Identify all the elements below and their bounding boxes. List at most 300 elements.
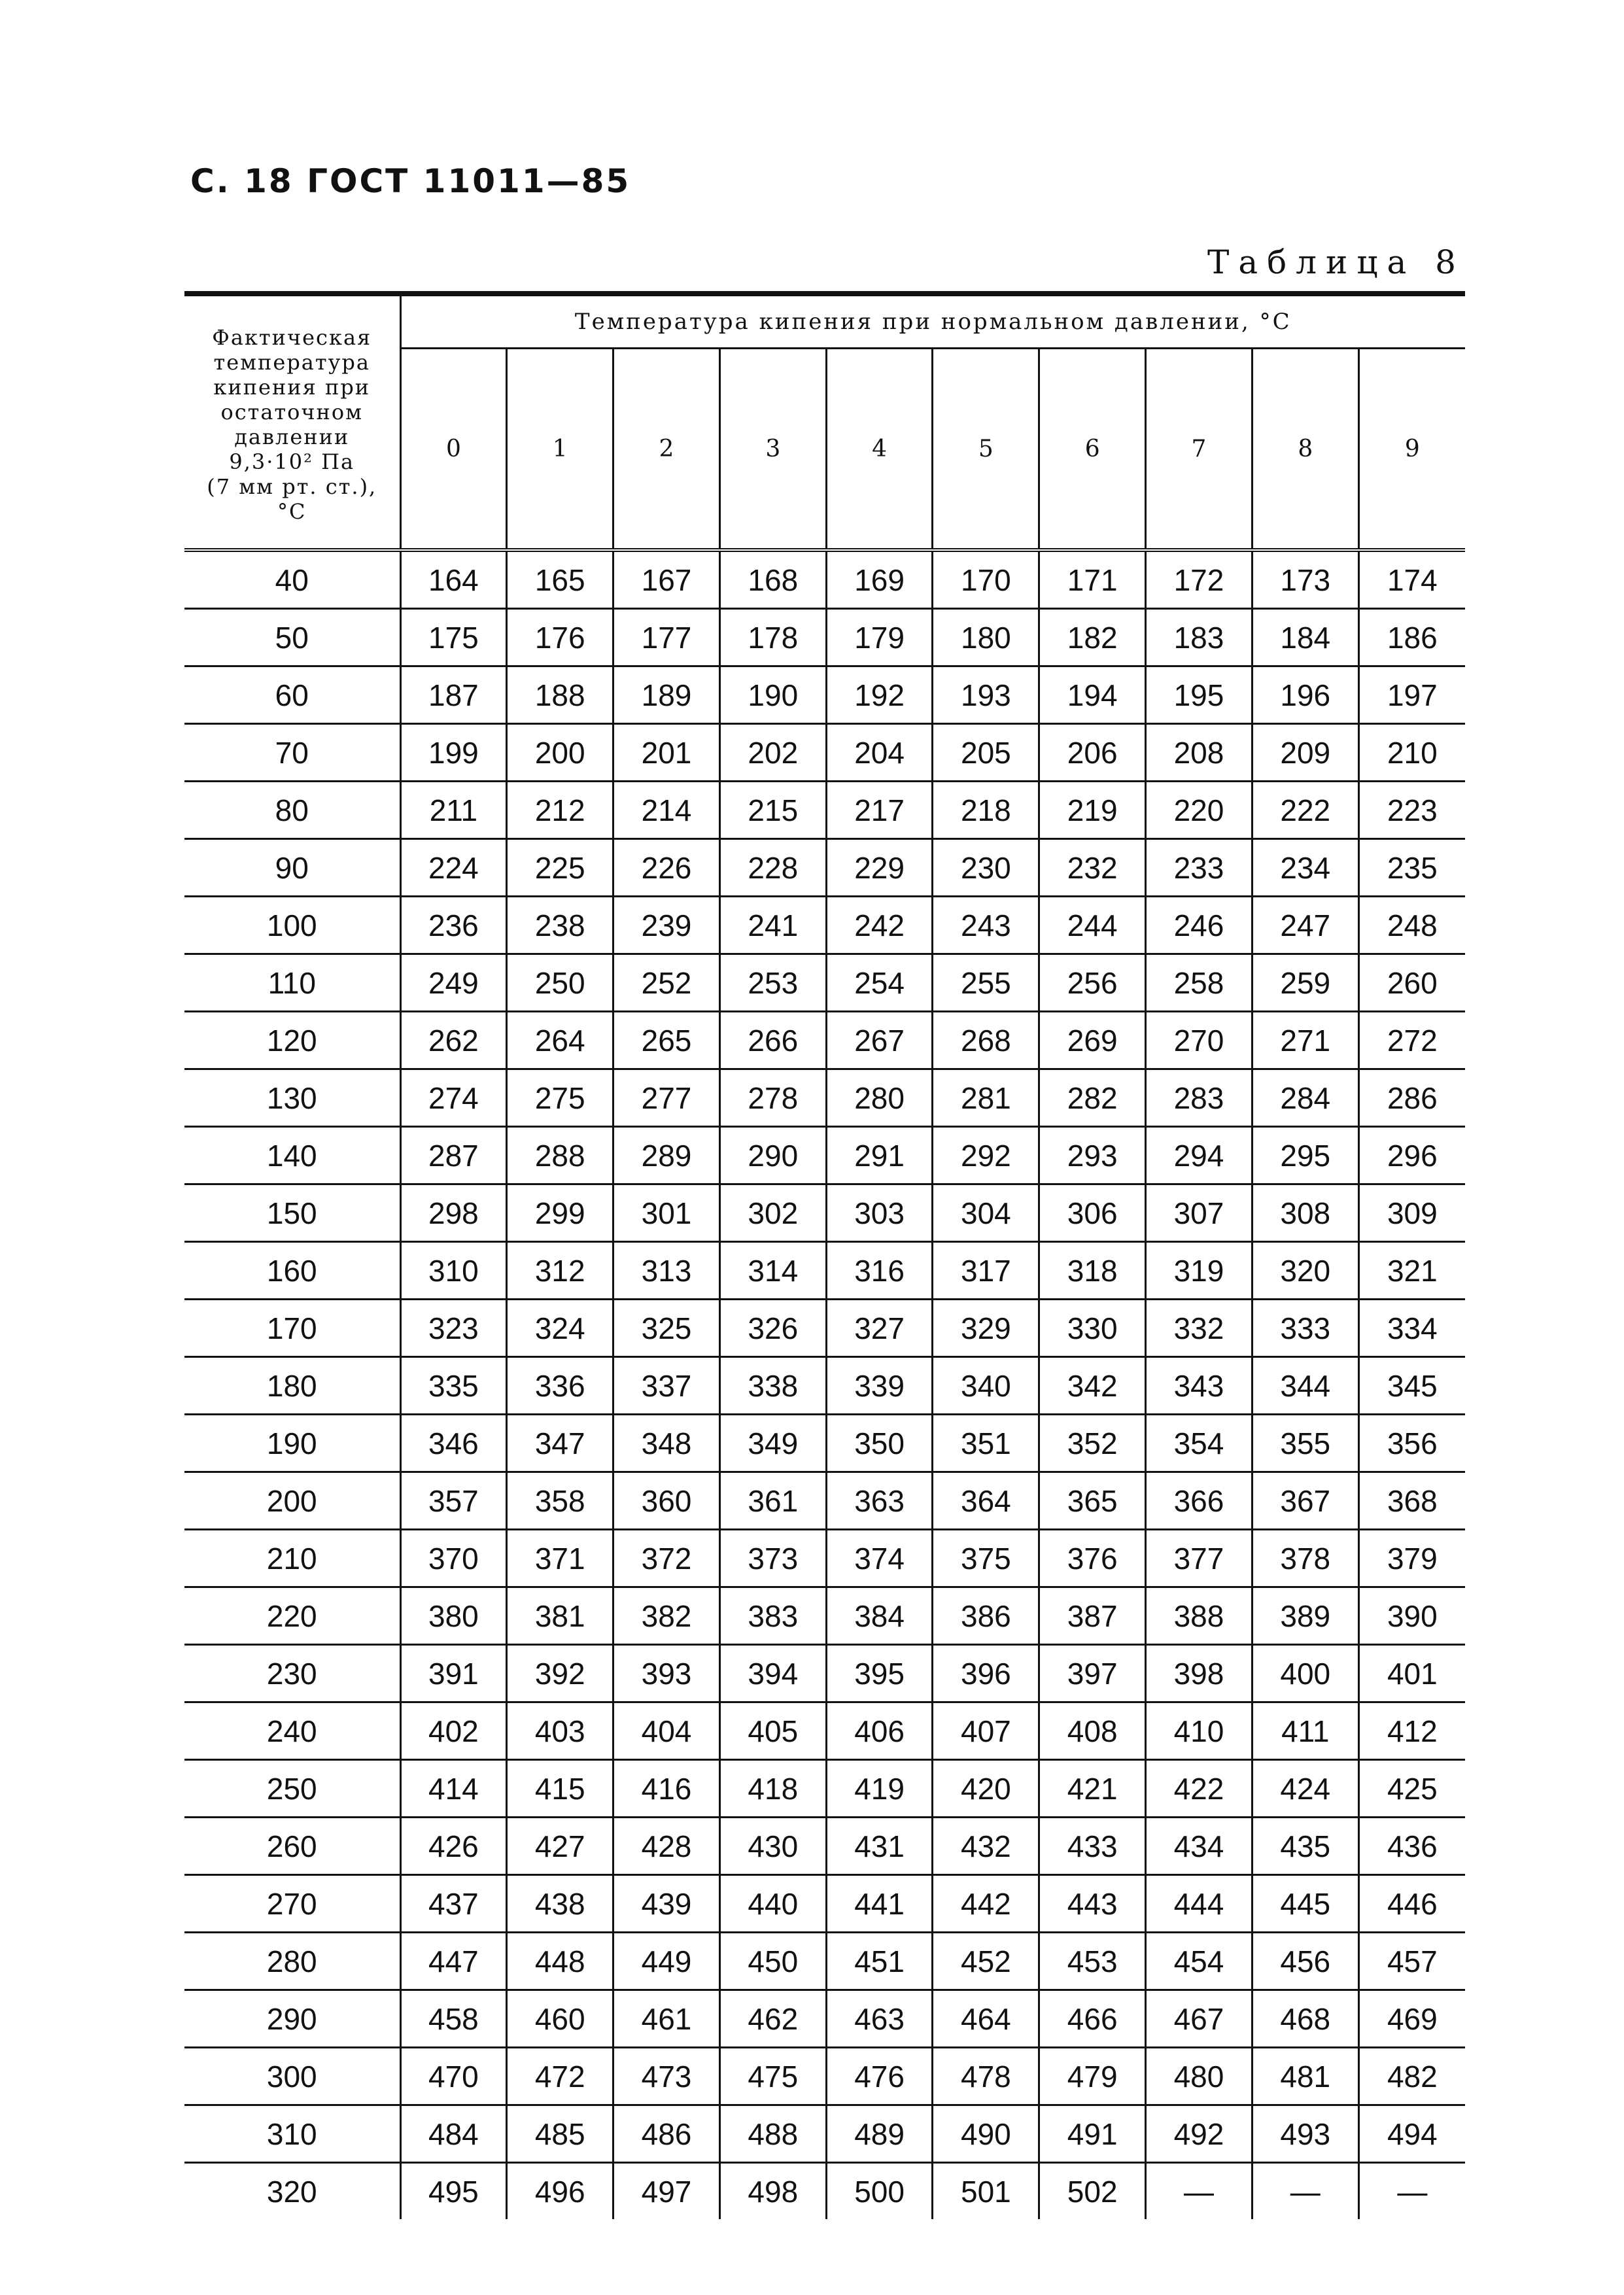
table-cell: 326 [719,1300,826,1357]
table-cell: 500 [826,2163,933,2220]
table-row [184,782,1465,839]
table-cell: 291 [826,1127,933,1184]
table-cell: 497 [613,2163,720,2220]
table-row [184,1990,1465,2048]
table-cell: 437 [400,1875,507,1933]
column-header: 5 [933,349,1039,551]
table-cell: 177 [613,609,720,666]
table-cell: 290 [719,1127,826,1184]
table-cell: 277 [613,1069,720,1127]
table-cell: 164 [400,550,507,609]
table-cell: 408 [1039,1702,1146,1760]
table-cell: 334 [1358,1300,1465,1357]
table-cell: 370 [400,1530,507,1587]
table-cell: 206 [1039,724,1146,782]
table-row [184,2105,1465,2163]
table-cell: 463 [826,1990,933,2048]
table-cell: 312 [507,1242,613,1300]
table-cell: 292 [933,1127,1039,1184]
table-cell: 205 [933,724,1039,782]
row-label: 270 [184,1875,400,1933]
table-cell: 195 [1146,666,1253,724]
table-cell: 270 [1146,1012,1253,1069]
table-cell: 501 [933,2163,1039,2220]
page-header: С. 18 ГОСТ 11011—85 [190,162,631,200]
table-cell: 354 [1146,1415,1253,1472]
table-row [184,1242,1465,1300]
table-row [184,1300,1465,1357]
table-cell: 220 [1146,782,1253,839]
table-cell: 457 [1358,1933,1465,1990]
row-label: 230 [184,1645,400,1702]
table-cell: 267 [826,1012,933,1069]
table-number-label: Таблица 8 [1207,243,1465,281]
row-label: 150 [184,1184,400,1242]
table-cell: 446 [1358,1875,1465,1933]
column-header: 1 [507,349,613,551]
table-cell: 365 [1039,1472,1146,1530]
table-cell: 439 [613,1875,720,1933]
row-label: 160 [184,1242,400,1300]
table-cell: 410 [1146,1702,1253,1760]
table-cell: 189 [613,666,720,724]
table-cell: 275 [507,1069,613,1127]
table-cell: 458 [400,1990,507,2048]
table-cell: 349 [719,1415,826,1472]
table-cell: 484 [400,2105,507,2163]
table-cell: 400 [1252,1645,1358,1702]
table-cell: 253 [719,954,826,1012]
table-cell: 314 [719,1242,826,1300]
table-cell: 367 [1252,1472,1358,1530]
table-cell: 435 [1252,1818,1358,1875]
stub-header-line: давлении [234,424,350,449]
table-cell: 165 [507,550,613,609]
row-label: 90 [184,839,400,897]
table-cell: 347 [507,1415,613,1472]
table-cell: 197 [1358,666,1465,724]
table-cell: 432 [933,1818,1039,1875]
stub-header [184,294,400,550]
table-cell: 201 [613,724,720,782]
table-cell: 466 [1039,1990,1146,2048]
table-cell: 262 [400,1012,507,1069]
table-cell: 360 [613,1472,720,1530]
table-row [184,1702,1465,1760]
table-cell: 193 [933,666,1039,724]
table-cell: 269 [1039,1012,1146,1069]
table-cell: 378 [1252,1530,1358,1587]
row-label: 310 [184,2105,400,2163]
table-cell: 265 [613,1012,720,1069]
table-cell: 384 [826,1587,933,1645]
table-cell: 211 [400,782,507,839]
table-cell: 379 [1358,1530,1465,1587]
table-cell: 266 [719,1012,826,1069]
table-cell: 443 [1039,1875,1146,1933]
table-cell: 336 [507,1357,613,1415]
table-cell: 243 [933,897,1039,954]
table-row [184,550,1465,609]
table-cell: 233 [1146,839,1253,897]
table-cell: 317 [933,1242,1039,1300]
table-cell: 468 [1252,1990,1358,2048]
table-cell: 350 [826,1415,933,1472]
table-cell: 323 [400,1300,507,1357]
table-cell: 308 [1252,1184,1358,1242]
table-cell: 441 [826,1875,933,1933]
table-cell: 450 [719,1933,826,1990]
table-cell: 366 [1146,1472,1253,1530]
table-cell: 268 [933,1012,1039,1069]
table-row [184,1012,1465,1069]
stub-header-line: остаточном [220,400,364,424]
table-cell: 327 [826,1300,933,1357]
table-cell: 460 [507,1990,613,2048]
table-cell: 401 [1358,1645,1465,1702]
row-label: 120 [184,1012,400,1069]
table-row [184,1818,1465,1875]
row-label: 320 [184,2163,400,2220]
row-label: 240 [184,1702,400,1760]
table-cell: 491 [1039,2105,1146,2163]
table-cell: 375 [933,1530,1039,1587]
table-cell: 174 [1358,550,1465,609]
table-cell: 488 [719,2105,826,2163]
table-cell: 241 [719,897,826,954]
table-cell: 278 [719,1069,826,1127]
table-cell: 480 [1146,2048,1253,2105]
table-cell: 438 [507,1875,613,1933]
table-cell: 464 [933,1990,1039,2048]
table-cell: 424 [1252,1760,1358,1818]
table-cell: 208 [1146,724,1253,782]
table-row [184,1184,1465,1242]
table-cell: 389 [1252,1587,1358,1645]
table-cell: 421 [1039,1760,1146,1818]
table-cell: 419 [826,1760,933,1818]
table-cell: 407 [933,1702,1039,1760]
table-cell: 287 [400,1127,507,1184]
table-cell: 212 [507,782,613,839]
row-label: 290 [184,1990,400,2048]
table-cell: 394 [719,1645,826,1702]
table-cell: 377 [1146,1530,1253,1587]
table-cell: 485 [507,2105,613,2163]
table-cell: 229 [826,839,933,897]
table-cell: 404 [613,1702,720,1760]
table-cell: 339 [826,1357,933,1415]
row-label: 140 [184,1127,400,1184]
table-cell: 357 [400,1472,507,1530]
table-cell: 247 [1252,897,1358,954]
row-label: 190 [184,1415,400,1472]
table-cell: 280 [826,1069,933,1127]
table-cell: 316 [826,1242,933,1300]
table-cell: 418 [719,1760,826,1818]
table-cell: 239 [613,897,720,954]
table-cell: 449 [613,1933,720,1990]
table-cell: 218 [933,782,1039,839]
table-cell: 200 [507,724,613,782]
table-cell: 173 [1252,550,1358,609]
table-cell: 190 [719,666,826,724]
table-cell: 428 [613,1818,720,1875]
table-cell: 402 [400,1702,507,1760]
row-label: 260 [184,1818,400,1875]
table-cell: 472 [507,2048,613,2105]
table-cell: 272 [1358,1012,1465,1069]
table-cell: 318 [1039,1242,1146,1300]
table-cell: 219 [1039,782,1146,839]
column-header: 9 [1358,349,1465,551]
table-cell: 274 [400,1069,507,1127]
table-cell: 433 [1039,1818,1146,1875]
table-cell: 338 [719,1357,826,1415]
table-cell: 226 [613,839,720,897]
table-cell: 452 [933,1933,1039,1990]
table-cell: 325 [613,1300,720,1357]
table-cell: 425 [1358,1760,1465,1818]
table-cell: 309 [1358,1184,1465,1242]
table-head [184,294,1465,550]
table-cell: 388 [1146,1587,1253,1645]
table-row [184,724,1465,782]
column-header: 0 [400,349,507,551]
column-header: 8 [1252,349,1358,551]
table-cell: 397 [1039,1645,1146,1702]
table-cell: 391 [400,1645,507,1702]
table-cell: 310 [400,1242,507,1300]
table-cell: 344 [1252,1357,1358,1415]
table-cell: 209 [1252,724,1358,782]
table-cell: 374 [826,1530,933,1587]
table-cell: 169 [826,550,933,609]
table-cell: 430 [719,1818,826,1875]
table-cell: 202 [719,724,826,782]
table-cell: 183 [1146,609,1253,666]
row-label: 130 [184,1069,400,1127]
table-cell: 346 [400,1415,507,1472]
table-cell: 258 [1146,954,1253,1012]
table-cell: 343 [1146,1357,1253,1415]
table-cell: 182 [1039,609,1146,666]
table-cell: 284 [1252,1069,1358,1127]
stub-header-line: температура [213,350,370,375]
table-cell: 319 [1146,1242,1253,1300]
table-cell: 479 [1039,2048,1146,2105]
table-cell: 260 [1358,954,1465,1012]
table-row [184,1645,1465,1702]
table-cell: 364 [933,1472,1039,1530]
table-cell: 489 [826,2105,933,2163]
table-cell: 192 [826,666,933,724]
table-cell: 293 [1039,1127,1146,1184]
table-cell: 406 [826,1702,933,1760]
table-row [184,897,1465,954]
table-cell: 248 [1358,897,1465,954]
table-row [184,1760,1465,1818]
table-cell: — [1146,2163,1253,2220]
table-cell: 496 [507,2163,613,2220]
table-cell: 242 [826,897,933,954]
row-label: 40 [184,550,400,609]
table-cell: 371 [507,1530,613,1587]
table-cell: 259 [1252,954,1358,1012]
row-label: 70 [184,724,400,782]
table-cell: 372 [613,1530,720,1587]
table-cell: 170 [933,550,1039,609]
table-row [184,1069,1465,1127]
row-label: 180 [184,1357,400,1415]
table-cell: 502 [1039,2163,1146,2220]
stub-header-line: 9,3·10² Па [229,449,355,474]
table-cell: 333 [1252,1300,1358,1357]
table-cell: 431 [826,1818,933,1875]
table-cell: 179 [826,609,933,666]
table-cell: 214 [613,782,720,839]
table-row [184,1587,1465,1645]
table-cell: 168 [719,550,826,609]
table-cell: 386 [933,1587,1039,1645]
table-row [184,666,1465,724]
table-cell: 180 [933,609,1039,666]
table-cell: 313 [613,1242,720,1300]
table-cell: 172 [1146,550,1253,609]
table-cell: — [1252,2163,1358,2220]
table-cell: 355 [1252,1415,1358,1472]
row-label: 50 [184,609,400,666]
table-cell: 414 [400,1760,507,1818]
table-cell: 232 [1039,839,1146,897]
column-header: 6 [1039,349,1146,551]
row-label: 170 [184,1300,400,1357]
table-cell: 298 [400,1184,507,1242]
table-cell: 306 [1039,1184,1146,1242]
table-cell: 234 [1252,839,1358,897]
table-cell: 321 [1358,1242,1465,1300]
table-cell: 244 [1039,897,1146,954]
table-cell: 444 [1146,1875,1253,1933]
table-cell: 436 [1358,1818,1465,1875]
row-label: 210 [184,1530,400,1587]
table-cell: 187 [400,666,507,724]
table-cell: 448 [507,1933,613,1990]
table-cell: 304 [933,1184,1039,1242]
table-row [184,1357,1465,1415]
row-label: 80 [184,782,400,839]
table-cell: 453 [1039,1933,1146,1990]
table-cell: 188 [507,666,613,724]
row-label: 60 [184,666,400,724]
table-cell: 490 [933,2105,1039,2163]
stub-header-line: кипения при [213,375,371,400]
table-cell: 345 [1358,1357,1465,1415]
table-cell: 283 [1146,1069,1253,1127]
table-row [184,1127,1465,1184]
table-cell: 422 [1146,1760,1253,1818]
table-cell: 383 [719,1587,826,1645]
table-row [184,954,1465,1012]
table-cell: 456 [1252,1933,1358,1990]
table-cell: 324 [507,1300,613,1357]
table-cell: 398 [1146,1645,1253,1702]
table-cell: 440 [719,1875,826,1933]
row-label: 110 [184,954,400,1012]
table-cell: 473 [613,2048,720,2105]
table-cell: 230 [933,839,1039,897]
table-cell: 236 [400,897,507,954]
table-cell: 295 [1252,1127,1358,1184]
table-cell: 412 [1358,1702,1465,1760]
table-cell: 264 [507,1012,613,1069]
table-cell: 373 [719,1530,826,1587]
table-cell: 307 [1146,1184,1253,1242]
table-cell: 255 [933,954,1039,1012]
table-cell: 482 [1358,2048,1465,2105]
row-label: 300 [184,2048,400,2105]
row-label: 200 [184,1472,400,1530]
table-cell: 445 [1252,1875,1358,1933]
table-cell: 451 [826,1933,933,1990]
table-cell: 329 [933,1300,1039,1357]
table-cell: 403 [507,1702,613,1760]
table-cell: 224 [400,839,507,897]
table-cell: 215 [719,782,826,839]
table-cell: 254 [826,954,933,1012]
table-cell: 405 [719,1702,826,1760]
table-cell: 238 [507,897,613,954]
table-cell: 442 [933,1875,1039,1933]
table-cell: 171 [1039,550,1146,609]
table-cell: 392 [507,1645,613,1702]
table-cell: 380 [400,1587,507,1645]
table-cell: 204 [826,724,933,782]
table-cell: 426 [400,1818,507,1875]
table-cell: 495 [428,2174,479,2209]
row-label: 250 [184,1760,400,1818]
table-cell: 194 [1039,666,1146,724]
table-cell: 427 [507,1818,613,1875]
table-cell: — [1358,2163,1465,2220]
table-cell: 222 [1252,782,1358,839]
table-cell: 476 [826,2048,933,2105]
table-cell: 256 [1039,954,1146,1012]
table-row [184,1875,1465,1933]
table-cell: 228 [719,839,826,897]
table-cell: 178 [719,609,826,666]
table-cell: 358 [507,1472,613,1530]
table-cell: 475 [719,2048,826,2105]
table-row [184,2048,1465,2105]
table-cell: 361 [719,1472,826,1530]
table-body [184,550,1465,2219]
table-cell: 352 [1039,1415,1146,1472]
stub-header-line: °С [277,499,307,524]
table-row [184,1415,1465,1472]
table-cell: 387 [1039,1587,1146,1645]
table-cell: 492 [1146,2105,1253,2163]
table-cell: 469 [1358,1990,1465,2048]
table-cell: 368 [1358,1472,1465,1530]
table-cell: 454 [1146,1933,1253,1990]
table-cell: 335 [400,1357,507,1415]
table-cell: 467 [1146,1990,1253,2048]
table-cell: 348 [613,1415,720,1472]
table-row [184,609,1465,666]
table-cell: 186 [1358,609,1465,666]
table-cell: 356 [1358,1415,1465,1472]
